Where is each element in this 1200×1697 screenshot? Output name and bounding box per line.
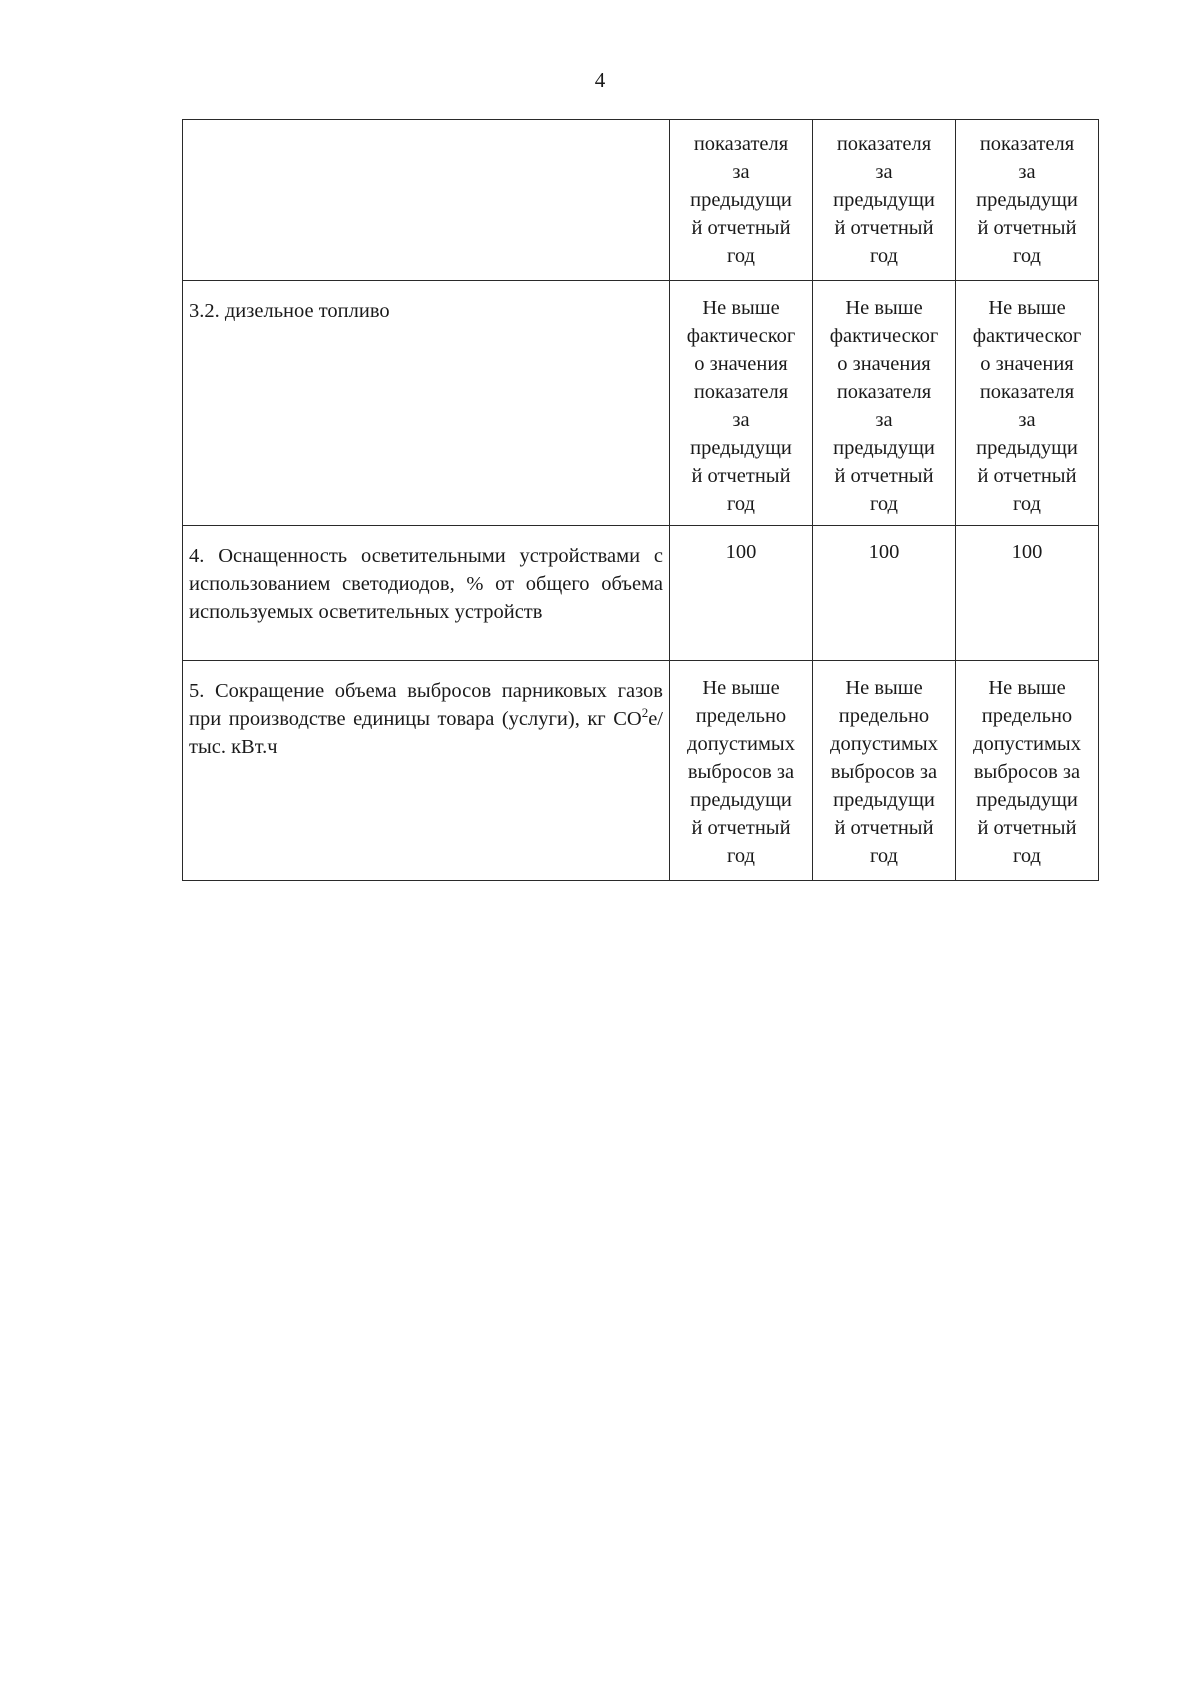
indicators-table (182, 119, 1099, 881)
row-label-main: 5. Сокращение объема выбросов парниковых газов при производстве единицы товара (услуги), кг CO (189, 680, 663, 730)
table-cell-value (670, 661, 813, 881)
table-cell-value (813, 120, 956, 281)
cell-value: Не выше предельно допустимых выбросов за предыдущи й отчетный год (830, 677, 938, 867)
row-label: 4. Оснащенность осветительными устройствами с использованием светодиодов, % от общего объема используемых осветительных устройств (189, 545, 663, 623)
table-cell-value (813, 526, 956, 661)
table-cell-value (670, 281, 813, 526)
table-cell-value (813, 661, 956, 881)
cell-value: Не выше фактическог о значения показателя за предыдущи й отчетный год (972, 297, 1082, 515)
table-cell-value (670, 120, 813, 281)
table-row (183, 526, 1099, 661)
cell-value: показателя за предыдущи й отчетный год (833, 133, 935, 267)
table-row (183, 281, 1099, 526)
table-cell-label (183, 661, 670, 881)
page-number: 4 (594, 68, 606, 92)
cell-value: 100 (725, 541, 757, 563)
table-cell-value (956, 526, 1099, 661)
cell-value: 100 (1011, 541, 1043, 563)
table-cell-value (956, 120, 1099, 281)
table-cell-label (183, 120, 670, 281)
cell-value: Не выше фактическог о значения показателя за предыдущи й отчетный год (829, 297, 939, 515)
row-label-unit: е/тыс. кВт.ч (189, 708, 663, 758)
table-cell-value (670, 526, 813, 661)
table-cell-value (956, 281, 1099, 526)
cell-value: Не выше фактическог о значения показателя за предыдущи й отчетный год (686, 297, 796, 515)
row-label: 3.2. дизельное топливо (189, 300, 390, 322)
table-cell-label (183, 281, 670, 526)
cell-value: 100 (868, 541, 900, 563)
row-label-superscript: 2 (641, 705, 649, 720)
table-row (183, 120, 1099, 281)
row-label (183, 661, 669, 767)
table-cell-value (813, 281, 956, 526)
cell-value: Не выше предельно допустимых выбросов за предыдущи й отчетный год (973, 677, 1081, 867)
cell-value: Не выше предельно допустимых выбросов за предыдущи й отчетный год (687, 677, 795, 867)
cell-value: показателя за предыдущи й отчетный год (690, 133, 792, 267)
cell-value: показателя за предыдущи й отчетный год (976, 133, 1078, 267)
table-row (183, 661, 1099, 881)
table-cell-label (183, 526, 670, 661)
row-label (183, 120, 669, 142)
table-cell-value (956, 661, 1099, 881)
